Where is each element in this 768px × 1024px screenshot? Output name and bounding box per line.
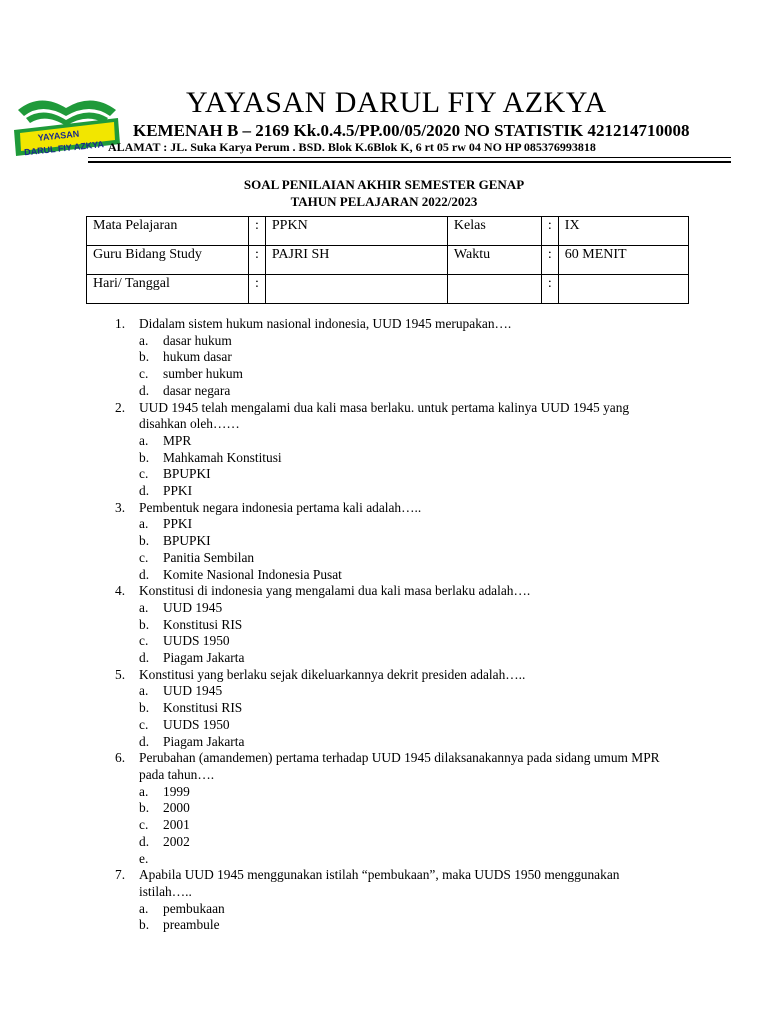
- option-text: MPR: [163, 432, 192, 448]
- info-cell: PAJRI SH: [265, 246, 447, 275]
- option-text: PPKI: [163, 483, 193, 499]
- answer-option: [115, 466, 675, 483]
- institution-registration: KEMENAH B – 2169 Kk.0.4.5/PP.00/05/2020 NO STATISTIK 421214710008: [133, 121, 690, 140]
- option-letter: d.: [139, 833, 150, 849]
- foundation-logo: [10, 88, 124, 164]
- answer-option: [115, 834, 675, 851]
- option-letter: b.: [139, 349, 150, 365]
- question-text: UUD 1945 telah mengalami dua kali masa berlaku. untuk pertama kalinya UUD 1945 yang disahkan oleh……: [139, 399, 630, 432]
- question-list: [115, 316, 675, 934]
- answer-option: [115, 567, 675, 584]
- option-text: Panitia Sembilan: [163, 549, 255, 565]
- option-letter: d.: [139, 382, 150, 398]
- info-cell: PPKN: [265, 217, 447, 246]
- info-cell: [265, 275, 447, 304]
- info-row: [87, 275, 689, 304]
- question-number: 4.: [115, 583, 126, 599]
- answer-option: [115, 817, 675, 834]
- option-letter: b.: [139, 917, 150, 933]
- option-text: Konstitusi RIS: [163, 616, 243, 632]
- option-text: UUDS 1950: [163, 633, 230, 649]
- info-cell: [558, 275, 688, 304]
- question-text: Pembentuk negara indonesia pertama kali adalah…..: [139, 499, 422, 515]
- info-cell: :: [541, 217, 558, 246]
- info-cell: Mata Pelajaran: [87, 217, 249, 246]
- option-text: Komite Nasional Indonesia Pusat: [163, 566, 342, 582]
- option-letter: d.: [139, 566, 150, 582]
- exam-info-table: [86, 216, 689, 304]
- question-number: 5.: [115, 666, 126, 682]
- option-text: hukum dasar: [163, 349, 232, 365]
- info-cell: :: [249, 275, 266, 304]
- answer-option: [115, 450, 675, 467]
- option-text: UUD 1945: [163, 683, 223, 699]
- question-item: [115, 316, 675, 333]
- answer-option: [115, 333, 675, 350]
- option-text: 2000: [163, 800, 190, 816]
- option-letter: a.: [139, 332, 149, 348]
- question-item: [115, 583, 675, 600]
- answer-option: [115, 650, 675, 667]
- option-text: UUDS 1950: [163, 716, 230, 732]
- option-text: BPUPKI: [163, 466, 211, 482]
- info-cell: 60 MENIT: [558, 246, 688, 275]
- info-row: [87, 217, 689, 246]
- answer-option: [115, 717, 675, 734]
- answer-option: [115, 349, 675, 366]
- question-text: Konstitusi di indonesia yang mengalami dua kali masa berlaku adalah….: [139, 583, 531, 599]
- question-item: [115, 750, 675, 783]
- answer-option: [115, 633, 675, 650]
- answer-option: [115, 366, 675, 383]
- info-cell: Kelas: [447, 217, 541, 246]
- option-letter: e.: [139, 850, 149, 866]
- question-number: 7.: [115, 867, 126, 883]
- answer-option: [115, 901, 675, 918]
- option-text: 1999: [163, 783, 190, 799]
- answer-option: [115, 600, 675, 617]
- option-text: PPKI: [163, 516, 193, 532]
- logo-text-top: YAYASAN: [37, 128, 80, 143]
- question-item: [115, 867, 675, 900]
- question-text: Apabila UUD 1945 menggunakan istilah “pembukaan”, maka UUDS 1950 menggunakan istilah…..: [139, 867, 620, 899]
- exam-title-line1: SOAL PENILAIAN AKHIR SEMESTER GENAP: [243, 177, 525, 192]
- header-divider-thick: [88, 161, 731, 163]
- header-divider-thin: [88, 157, 731, 158]
- answer-option: [115, 800, 675, 817]
- option-letter: a.: [139, 900, 149, 916]
- answer-option: [115, 516, 675, 533]
- question-text: Didalam sistem hukum nasional indonesia, UUD 1945 merupakan….: [139, 316, 512, 331]
- answer-option: [115, 617, 675, 634]
- option-letter: a.: [139, 432, 149, 448]
- option-text: Piagam Jakarta: [163, 733, 245, 749]
- option-letter: c.: [139, 549, 149, 565]
- answer-option: [115, 683, 675, 700]
- answer-option: [115, 851, 675, 868]
- answer-option: [115, 533, 675, 550]
- option-letter: d.: [139, 650, 150, 666]
- answer-option: [115, 700, 675, 717]
- option-letter: b.: [139, 533, 150, 549]
- question-number: 3.: [115, 499, 126, 515]
- option-letter: c.: [139, 716, 149, 732]
- info-cell: :: [541, 275, 558, 304]
- option-text: 2002: [163, 833, 190, 849]
- info-cell: :: [249, 217, 266, 246]
- option-letter: c.: [139, 366, 149, 382]
- answer-option: [115, 734, 675, 751]
- answer-option: [115, 550, 675, 567]
- question-item: [115, 400, 675, 433]
- option-text: dasar hukum: [163, 332, 232, 348]
- option-text: Konstitusi RIS: [163, 700, 243, 716]
- info-cell: :: [541, 246, 558, 275]
- question-number: 2.: [115, 399, 126, 415]
- option-letter: c.: [139, 633, 149, 649]
- option-letter: a.: [139, 599, 149, 615]
- option-letter: d.: [139, 733, 150, 749]
- option-letter: a.: [139, 516, 149, 532]
- answer-option: [115, 917, 675, 934]
- option-letter: b.: [139, 800, 150, 816]
- exam-title-line2: TAHUN PELAJARAN 2022/2023: [290, 194, 478, 209]
- option-letter: b.: [139, 616, 150, 632]
- option-text: Piagam Jakarta: [163, 650, 245, 666]
- answer-option: [115, 433, 675, 450]
- option-text: Mahkamah Konstitusi: [163, 449, 282, 465]
- logo-text-bottom: DARUL FIY AZKYA: [23, 139, 105, 158]
- question-text: Konstitusi yang berlaku sejak dikeluarkannya dekrit presiden adalah…..: [139, 666, 526, 682]
- option-letter: b.: [139, 700, 150, 716]
- institution-title: YAYASAN DARUL FIY AZKYA: [186, 86, 607, 119]
- option-text: UUD 1945: [163, 599, 223, 615]
- option-letter: c.: [139, 466, 149, 482]
- option-text: preambule: [163, 917, 220, 933]
- info-cell: Hari/ Tanggal: [87, 275, 249, 304]
- option-text: pembukaan: [163, 900, 225, 916]
- option-letter: a.: [139, 783, 149, 799]
- option-letter: d.: [139, 483, 150, 499]
- info-cell: Guru Bidang Study: [87, 246, 249, 275]
- option-text: sumber hukum: [163, 366, 243, 382]
- option-text: dasar negara: [163, 382, 231, 398]
- option-text: BPUPKI: [163, 533, 211, 549]
- question-number: 6.: [115, 750, 126, 766]
- option-text: 2001: [163, 817, 190, 833]
- institution-address: ALAMAT : JL. Suka Karya Perum . BSD. Blok K.6Blok K, 6 rt 05 rw 04 NO HP 085376993818: [108, 140, 596, 154]
- info-cell: [447, 275, 541, 304]
- answer-option: [115, 383, 675, 400]
- option-letter: b.: [139, 449, 150, 465]
- info-cell: :: [249, 246, 266, 275]
- question-item: [115, 500, 675, 517]
- answer-option: [115, 483, 675, 500]
- answer-option: [115, 784, 675, 801]
- question-item: [115, 667, 675, 684]
- info-row: [87, 246, 689, 275]
- info-cell: Waktu: [447, 246, 541, 275]
- question-number: 1.: [115, 316, 126, 331]
- question-text: Perubahan (amandemen) pertama terhadap UUD 1945 dilaksanakannya pada sidang umum MPR pada tahun….: [139, 750, 660, 782]
- option-letter: c.: [139, 817, 149, 833]
- info-cell: IX: [558, 217, 688, 246]
- option-letter: a.: [139, 683, 149, 699]
